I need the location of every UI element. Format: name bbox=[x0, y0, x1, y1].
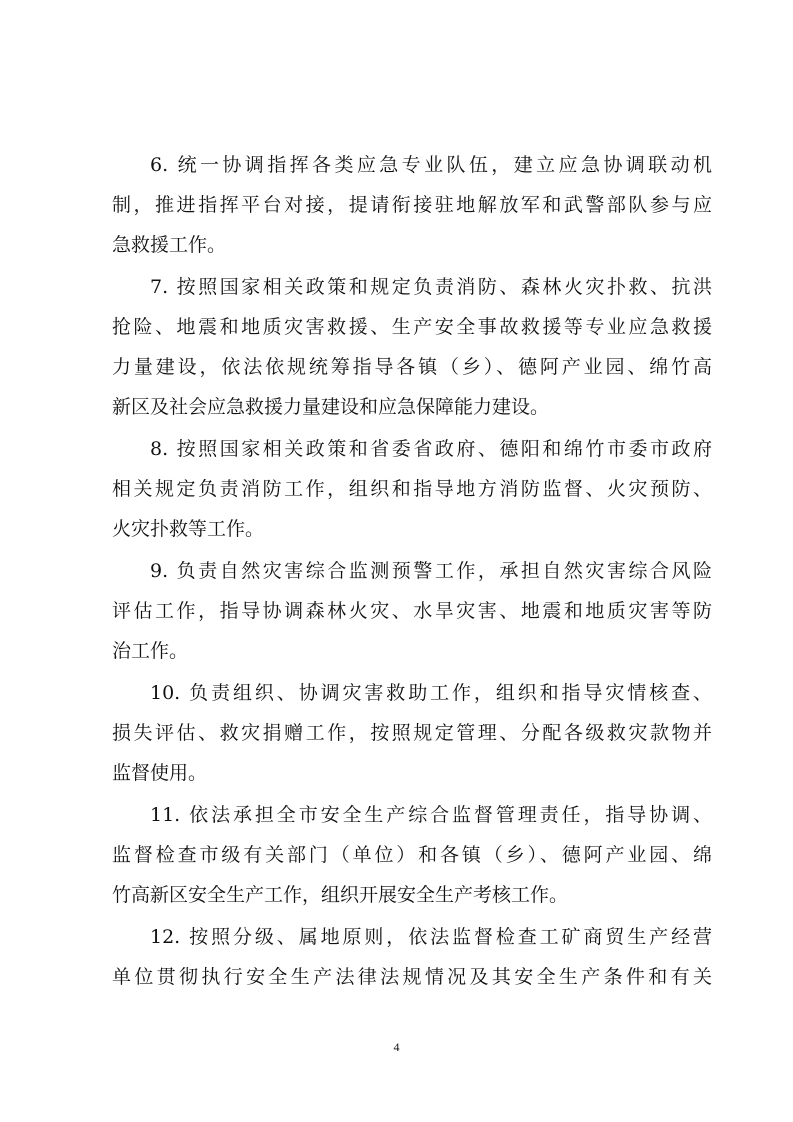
paragraph-10-line-2: 损失评估、救灾捐赠工作，按照规定管理、分配各级救灾款物并 bbox=[112, 722, 712, 744]
paragraph-10-line-1: 10. 负责组织、协调灾害救助工作，组织和指导灾情核查、 bbox=[150, 682, 712, 704]
paragraph-7-line-3: 力量建设，依法依规统筹指导各镇（乡）、德阿产业园、绵竹高 bbox=[112, 356, 712, 378]
paragraph-6-line-2: 制，推进指挥平台对接，提请衔接驻地解放军和武警部队参与应 bbox=[112, 194, 712, 216]
paragraph-9-line-2: 评估工作，指导协调森林火灾、水旱灾害、地震和地质灾害等防 bbox=[112, 600, 712, 622]
paragraph-10-line-3: 监督使用。 bbox=[112, 762, 208, 784]
paragraph-11-line-3: 竹高新区安全生产工作，组织开展安全生产考核工作。 bbox=[112, 884, 569, 906]
paragraph-11-line-2: 监督检查市级有关部门（单位）和各镇（乡）、德阿产业园、绵 bbox=[112, 844, 712, 866]
paragraph-8-line-2: 相关规定负责消防工作，组织和指导地方消防监督、火灾预防、 bbox=[112, 478, 712, 500]
paragraph-6-line-1: 6. 统一协调指挥各类应急专业队伍，建立应急协调联动机 bbox=[150, 154, 712, 176]
paragraph-9-line-3: 治工作。 bbox=[112, 640, 189, 662]
paragraph-6-line-3: 急救援工作。 bbox=[112, 234, 227, 256]
paragraph-7-line-2: 抢险、地震和地质灾害救援、生产安全事故救援等专业应急救援 bbox=[112, 316, 712, 338]
paragraph-8-line-1: 8. 按照国家相关政策和省委省政府、德阳和绵竹市委市政府 bbox=[150, 438, 712, 460]
paragraph-7-line-4: 新区及社会应急救援力量建设和应急保障能力建设。 bbox=[112, 396, 550, 418]
paragraph-9-line-1: 9. 负责自然灾害综合监测预警工作，承担自然灾害综合风险 bbox=[150, 560, 712, 582]
paragraph-12-line-2: 单位贯彻执行安全生产法律法规情况及其安全生产条件和有关 bbox=[112, 966, 712, 988]
paragraph-7-line-1: 7. 按照国家相关政策和规定负责消防、森林火灾扑救、抗洪 bbox=[150, 276, 712, 298]
paragraph-11-line-1: 11. 依法承担全市安全生产综合监督管理责任，指导协调、 bbox=[150, 804, 712, 826]
paragraph-8-line-3: 火灾扑救等工作。 bbox=[112, 518, 265, 540]
page-number: 4 bbox=[393, 1040, 400, 1054]
paragraph-12-line-1: 12. 按照分级、属地原则，依法监督检查工矿商贸生产经营 bbox=[150, 926, 712, 948]
